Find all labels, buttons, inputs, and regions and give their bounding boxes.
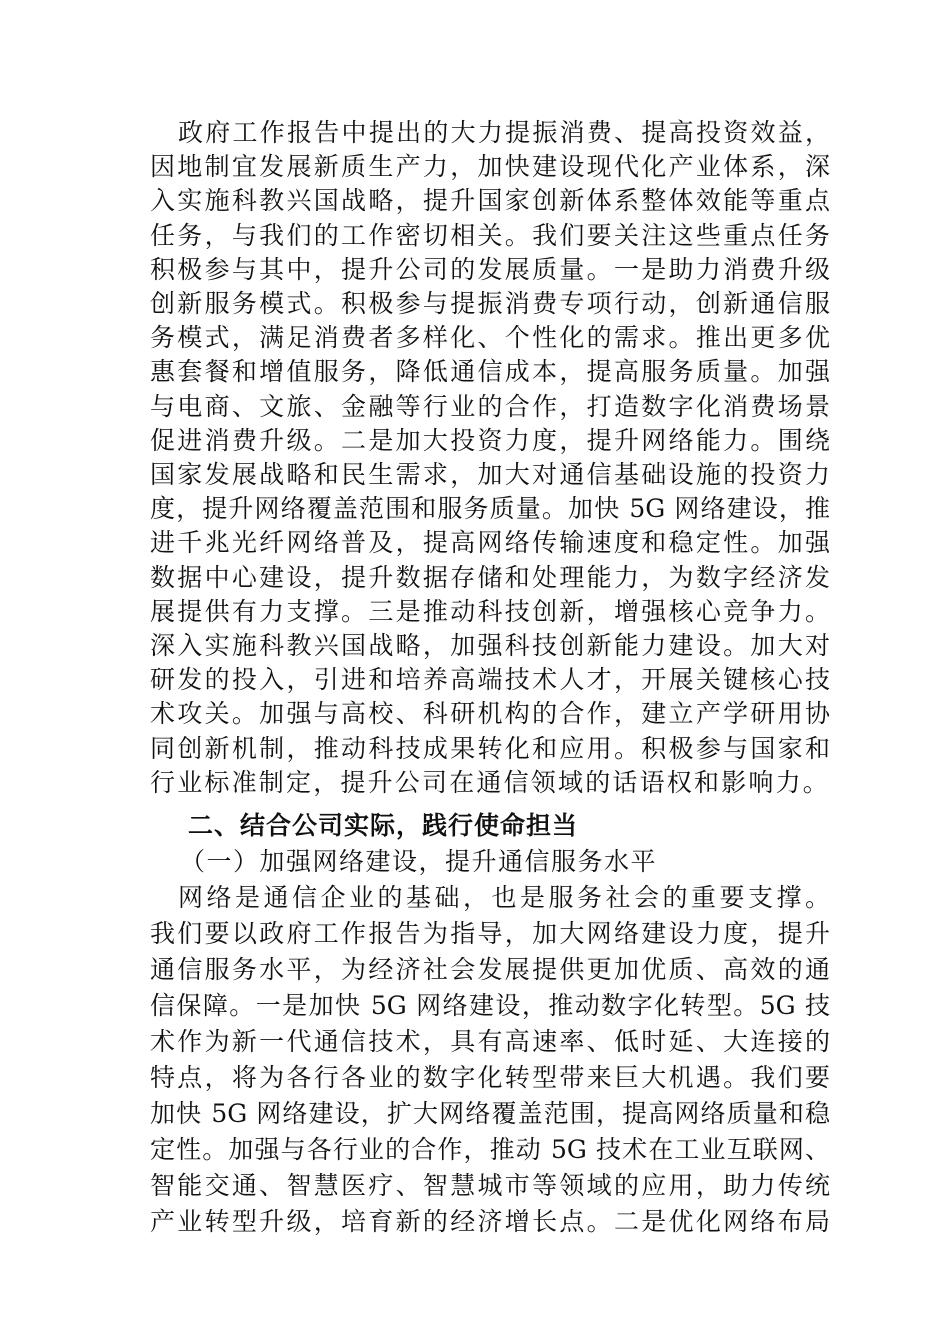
text-line: 政府工作报告中提出的大力提振消费、提高投资效益，: [178, 118, 830, 147]
text-line: 惠套餐和增值服务，降低通信成本，提高服务质量。加强: [150, 357, 830, 386]
text-line: 深入实施科教兴国战略，加强科技创新能力建设。加大对: [150, 631, 830, 660]
text-line: 加快 5G 网络建设，扩大网络覆盖范围，提高网络质量和稳: [150, 1099, 830, 1128]
text-line: 术攻关。加强与高校、科研机构的合作，建立产学研用协: [150, 699, 830, 728]
text-line: 展提供有力支撑。三是推动科技创新，增强核心竞争力。: [150, 597, 830, 626]
text-line: 定性。加强与各行业的合作，推动 5G 技术在工业互联网、: [150, 1135, 830, 1164]
section-heading: 二、结合公司实际，践行使命担当: [188, 811, 579, 840]
text-line: 促进消费升级。二是加大投资力度，提升网络能力。围绕: [150, 426, 830, 455]
text-line: 研发的投入，引进和培养高端技术人才，开展关键核心技: [150, 665, 830, 694]
text-line: 信保障。一是加快 5G 网络建设，推动数字化转型。5G 技: [150, 991, 830, 1020]
subsection-heading: （一）加强网络建设，提升通信服务水平: [180, 847, 658, 876]
text-line: 智能交通、智慧医疗、智慧城市等领域的应用，助力传统: [150, 1171, 830, 1200]
text-line: 因地制宜发展新质生产力，加快建设现代化产业体系，深: [150, 152, 830, 181]
text-line: 度，提升网络覆盖范围和服务质量。加快 5G 网络建设，推: [150, 494, 830, 523]
text-line: 国家发展战略和民生需求，加大对通信基础设施的投资力: [150, 460, 830, 489]
text-line: 通信服务水平，为经济社会发展提供更加优质、高效的通: [150, 955, 830, 984]
text-line: 务模式，满足消费者多样化、个性化的需求。推出更多优: [150, 323, 830, 352]
text-line: 术作为新一代通信技术，具有高速率、低时延、大连接的: [150, 1027, 830, 1056]
text-line: 创新服务模式。积极参与提振消费专项行动，创新通信服: [150, 289, 830, 318]
text-line: 进千兆光纤网络普及，提高网络传输速度和稳定性。加强: [150, 528, 830, 557]
text-line: 积极参与其中，提升公司的发展质量。一是助力消费升级: [150, 255, 830, 284]
text-line: 与电商、文旅、金融等行业的合作，打造数字化消费场景: [150, 392, 830, 421]
text-line: 行业标准制定，提升公司在通信领域的话语权和影响力。: [150, 768, 831, 797]
text-line: 同创新机制，推动科技成果转化和应用。积极参与国家和: [150, 734, 830, 763]
text-line: 我们要以政府工作报告为指导，加大网络建设力度，提升: [150, 919, 830, 948]
text-line: 任务，与我们的工作密切相关。我们要关注这些重点任务: [150, 221, 830, 250]
text-line: 入实施科教兴国战略，提升国家创新体系整体效能等重点: [150, 186, 830, 215]
text-line: 网络是通信企业的基础，也是服务社会的重要支撑。: [178, 883, 830, 912]
text-line: 产业转型升级，培育新的经济增长点。二是优化网络布局: [150, 1207, 830, 1236]
text-line: 数据中心建设，提升数据存储和处理能力，为数字经济发: [150, 563, 830, 592]
text-line: 特点，将为各行各业的数字化转型带来巨大机遇。我们要: [150, 1063, 830, 1092]
